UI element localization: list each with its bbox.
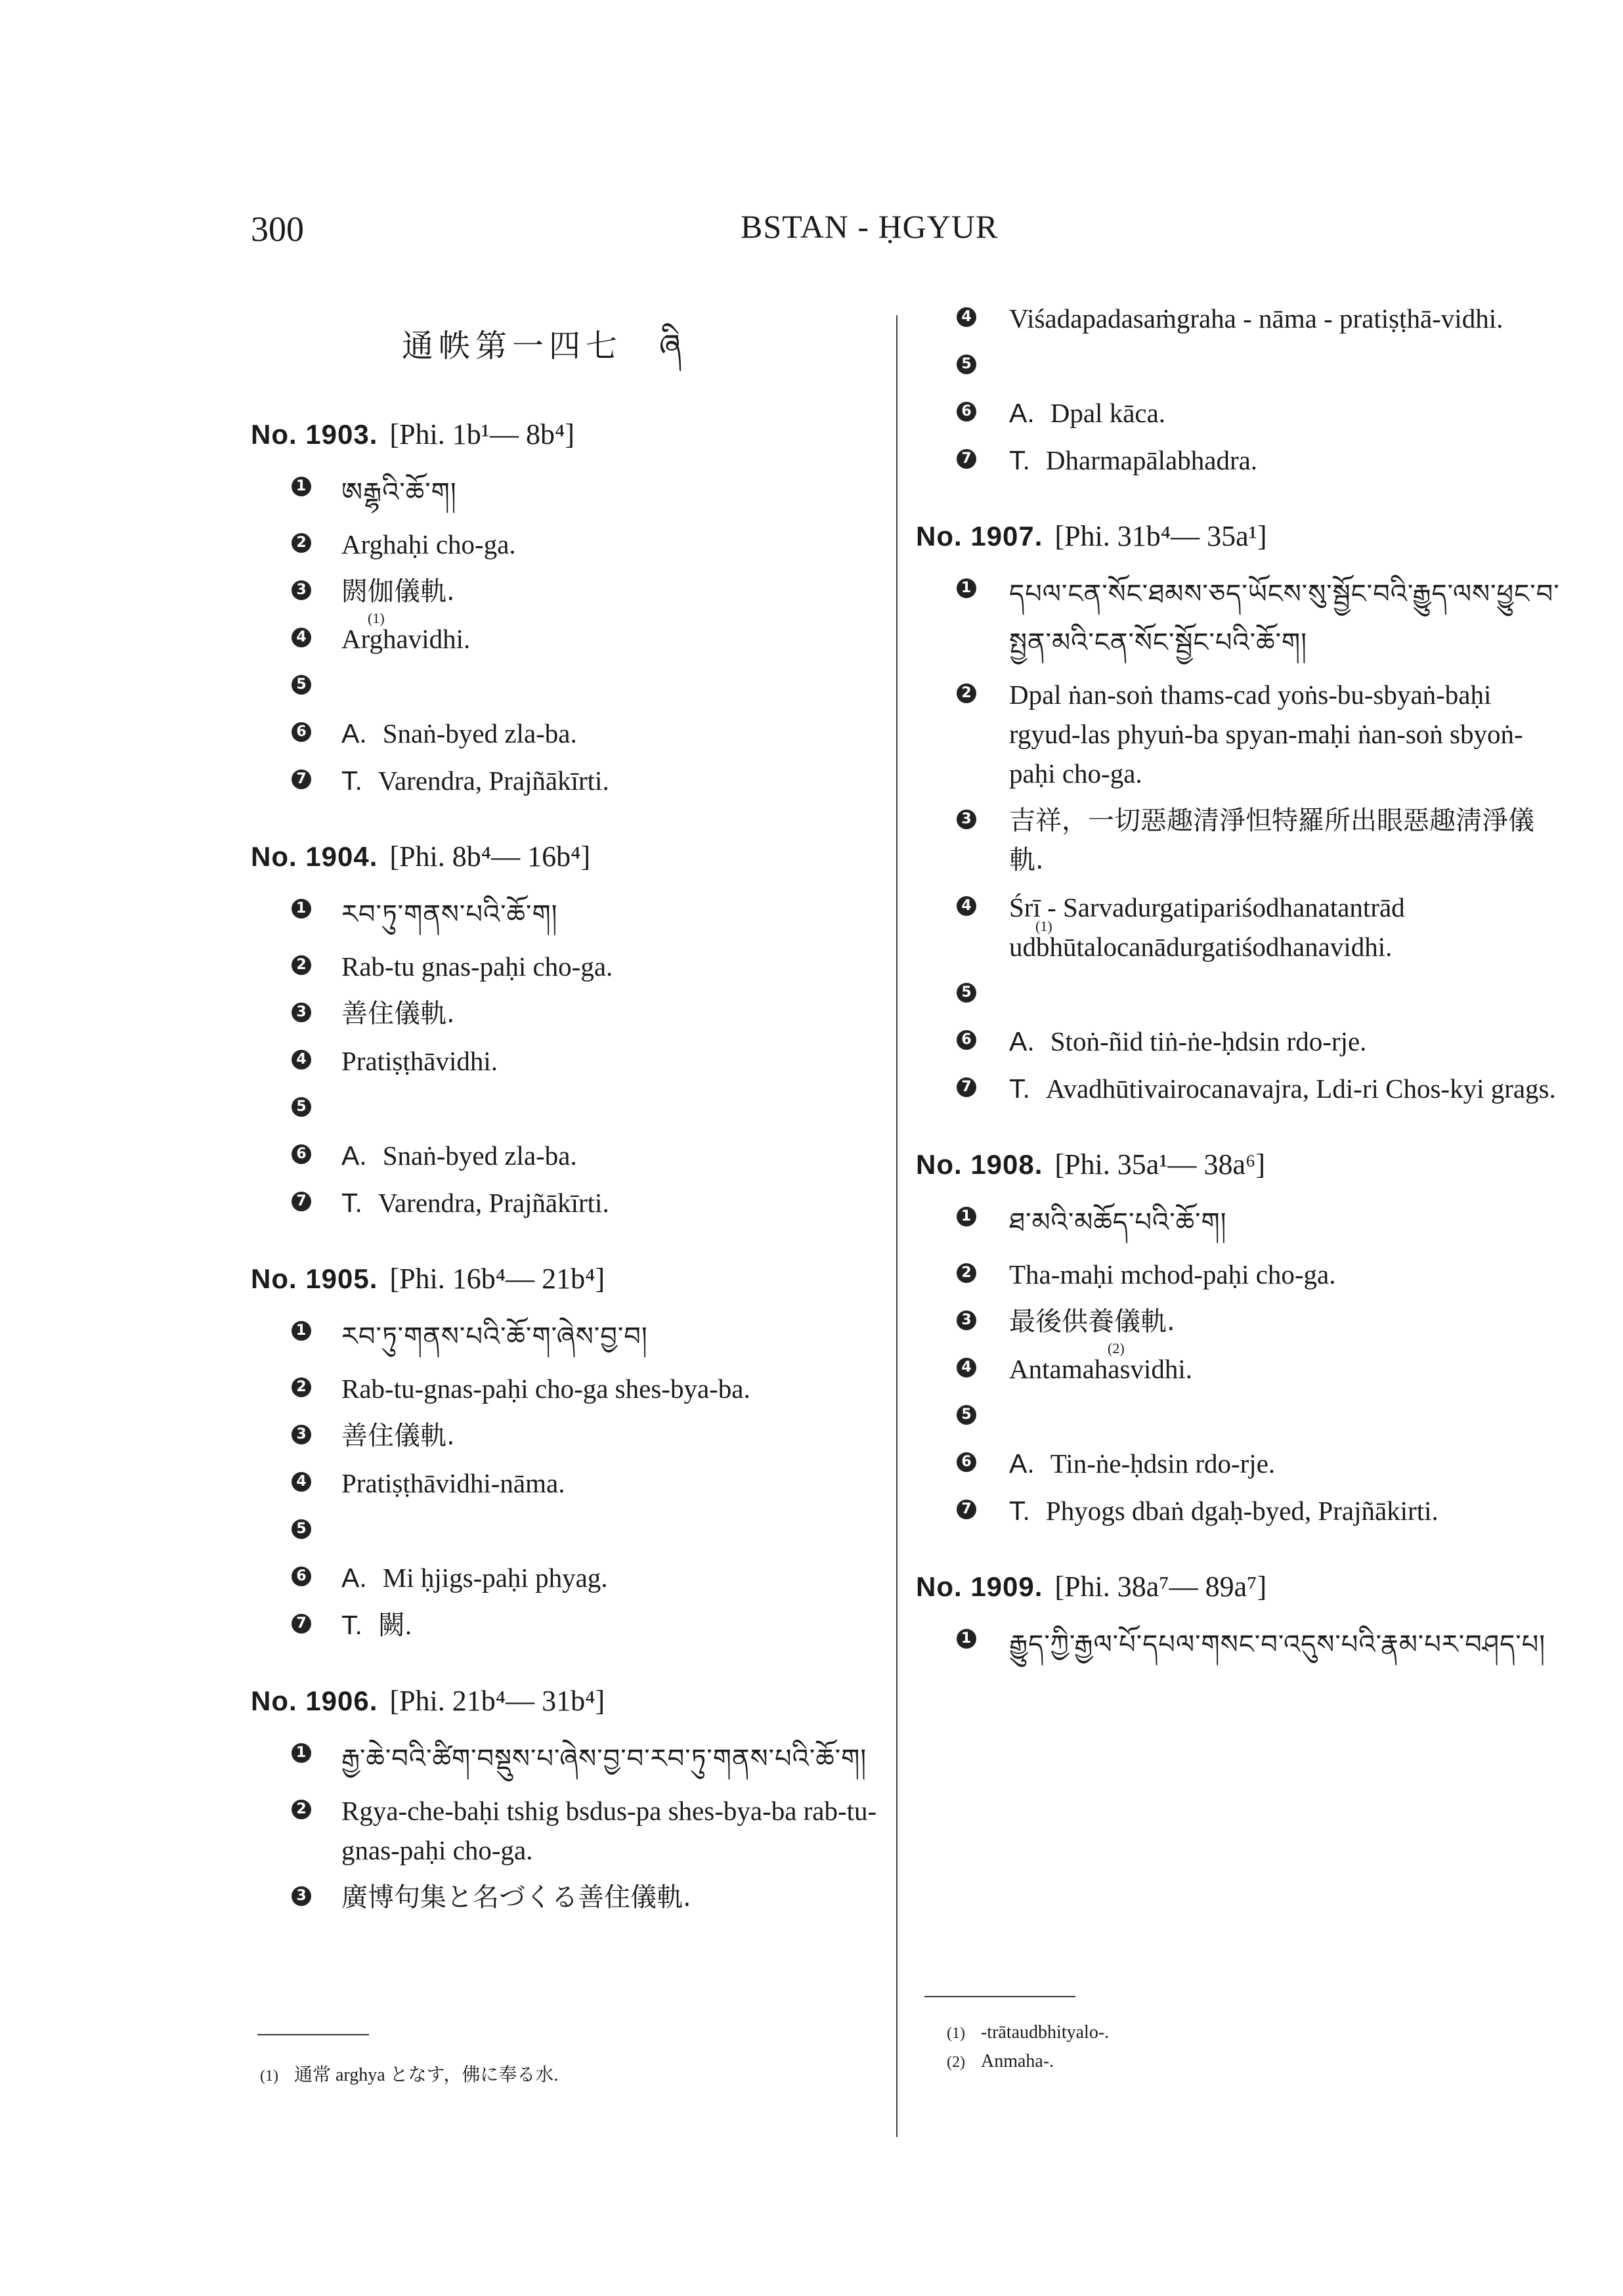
transliteration: [916, 675, 1566, 793]
volume-title: 通帙第一四七 ཞི: [402, 329, 687, 364]
running-title: BSTAN - ḤGYUR: [741, 208, 999, 245]
translator-name: Avadhūtivairocanavajra, Ldi-ri Chos-kyi grags.: [1045, 1073, 1556, 1104]
entry-folio-ref: [Phi. 21b⁴— 31b⁴]: [389, 1685, 605, 1717]
translator: [916, 1491, 1566, 1530]
sanskrit-title-text: Pratiṣṭhāvidhi.: [341, 1046, 498, 1076]
entry-1905: [251, 1262, 894, 1645]
chinese-title-text: 廣博句集と名づくる善住儀軌.: [341, 1882, 691, 1913]
field-5: [916, 346, 1566, 385]
entry-1906: [251, 1684, 894, 1917]
transliteration-text: Tha-maḥi mchod-paḥi cho-ga.: [1009, 1259, 1336, 1289]
author: [251, 714, 894, 753]
entry-heading: [251, 1262, 894, 1295]
footnote-number: (1): [947, 2025, 965, 2042]
transliteration-text: Arghaḥi cho-ga.: [341, 529, 516, 559]
tibetan-title: [251, 468, 894, 517]
tibetan-title: [251, 1735, 894, 1783]
marker-3-icon: 3: [292, 1886, 311, 1906]
sanskrit-title-text: Viśadapadasaṁgraha - nāma - pratiṣṭhā-vidhi.: [1009, 303, 1504, 334]
entry-folio-ref: [Phi. 8b⁴— 16b⁴]: [389, 840, 591, 873]
chinese-title: [916, 801, 1566, 880]
author-name: Snaṅ-byed zla-ba.: [382, 1140, 577, 1171]
chinese-title-text: 閼伽儀軌.: [341, 576, 455, 607]
marker-1-icon: 1: [292, 477, 311, 496]
tibetan-title: [251, 1312, 894, 1361]
translator-label: T.: [1009, 1496, 1030, 1526]
marker-4-icon: 4: [957, 896, 976, 916]
author-label: A.: [341, 1563, 367, 1593]
translator: [251, 1605, 894, 1645]
chinese-title-text: 最後供養儀軌.: [1009, 1307, 1175, 1337]
author-label: A.: [1009, 1448, 1035, 1479]
marker-7-icon: 7: [957, 449, 976, 469]
translator-name: Varendra, Prajñākīrti.: [378, 766, 609, 796]
entry-number: No. 1906.: [251, 1685, 378, 1716]
entry-heading: [916, 519, 1566, 553]
tibetan-title-text: རྒྱ་ཆེ་བའི་ཚིག་བསྡུས་པ་ཞེས་བྱ་བ་རབ་ཏུ་གནས་པའི་ཆོ་ག།: [341, 1744, 867, 1774]
field-5: [916, 974, 1566, 1014]
marker-5-icon: 5: [957, 355, 976, 374]
transliteration: [251, 1369, 894, 1408]
marker-5-icon: 5: [292, 675, 311, 695]
footnote-rule-right: [924, 1996, 1075, 1997]
entry-1909: [916, 1570, 1566, 1669]
entry-heading: [251, 418, 894, 451]
marker-1-icon: 1: [957, 1629, 976, 1649]
entry-number: No. 1907.: [916, 521, 1043, 552]
tibetan-title: [251, 890, 894, 939]
tibetan-title: [916, 1198, 1566, 1247]
transliteration: [251, 1791, 894, 1870]
entry-number: No. 1904.: [251, 841, 378, 872]
author: [251, 1136, 894, 1175]
marker-2-icon: 2: [292, 533, 311, 553]
column-divider: [896, 315, 898, 2137]
marker-2-icon: 2: [957, 1263, 976, 1283]
tibetan-title: [916, 1620, 1566, 1669]
author-label: A.: [341, 718, 367, 748]
translator-name: Phyogs dbaṅ dgaḥ-byed, Prajñākirti.: [1045, 1496, 1439, 1526]
author: [916, 393, 1566, 433]
marker-7-icon: 7: [292, 1614, 311, 1634]
marker-4-icon: 4: [292, 628, 311, 647]
tibetan-title: [916, 570, 1566, 667]
marker-6-icon: 6: [292, 1144, 311, 1164]
entry-folio-ref: [Phi. 16b⁴— 21b⁴]: [389, 1263, 605, 1295]
marker-7-icon: 7: [292, 769, 311, 789]
transliteration: [251, 947, 894, 986]
tibetan-title-text: རབ་ཏུ་གནས་པའི་ཆོ་ག།: [341, 899, 558, 930]
sanskrit-title: [916, 1340, 1566, 1389]
sanskrit-title-text: Antamahasvidhi.: [1009, 1354, 1192, 1384]
marker-4-icon: 4: [957, 1358, 976, 1377]
chinese-title: [916, 1302, 1566, 1341]
marker-7-icon: 7: [292, 1192, 311, 1211]
translator-label: T.: [1009, 1073, 1030, 1104]
author-label: A.: [341, 1140, 367, 1171]
translator: [251, 1183, 894, 1223]
footnote-text: Anmaha-.: [980, 2051, 1054, 2071]
transliteration-text: Dpal ṅan-soṅ thams-cad yoṅs-bu-sbyaṅ-baḥi rgyud-las phyuṅ-ba spyan-maḥi ṅan-soṅ sbyoṅ-paḥi cho-ga.: [1009, 680, 1523, 789]
footnote-right-1: [947, 2022, 1109, 2043]
author-name: Stoṅ-ñid tiṅ-ṅe-ḥdsin rdo-rje.: [1050, 1026, 1367, 1056]
transliteration: [251, 525, 894, 564]
marker-1-icon: 1: [957, 578, 976, 598]
footnote-right-2: [947, 2051, 1054, 2072]
footnote-number: (1): [260, 2068, 278, 2085]
entry-heading: [251, 840, 894, 873]
left-column: [251, 299, 894, 1957]
tibetan-title-text: ཐ་མའི་མཆོད་པའི་ཆོ་ག།: [1009, 1207, 1227, 1238]
marker-3-icon: 3: [957, 810, 976, 829]
marker-4-icon: 4: [292, 1472, 311, 1492]
translator-name: 闕.: [378, 1610, 412, 1640]
entry-1907: [916, 519, 1566, 1108]
right-column: [916, 299, 1566, 1708]
author: [916, 1022, 1566, 1061]
field-5: [251, 1089, 894, 1128]
author-name: Mi ḥjigs-paḥi phyag.: [382, 1563, 608, 1593]
translator-label: T.: [341, 766, 362, 796]
field-5: [916, 1397, 1566, 1436]
marker-5-icon: 5: [292, 1097, 311, 1117]
sanskrit-title-text: Arghavidhi.: [341, 624, 471, 654]
marker-3-icon: 3: [292, 1425, 311, 1444]
marker-1-icon: 1: [292, 1743, 311, 1763]
marker-1-icon: 1: [292, 899, 311, 919]
entry-heading: [916, 1570, 1566, 1603]
footnote-text: -trātaudbhityalo-.: [980, 2022, 1110, 2043]
marker-7-icon: 7: [957, 1077, 976, 1097]
marker-2-icon: 2: [957, 683, 976, 703]
marker-2-icon: 2: [292, 955, 311, 975]
entry-number: No. 1903.: [251, 419, 378, 450]
entry-heading: [251, 1684, 894, 1718]
sanskrit-title-line-1: Śrī - Sarvadurgatipariśodhanatantrād: [1009, 892, 1405, 922]
footnote-text: 通常 arghya となす，佛に奉る水.: [293, 2065, 559, 2085]
page-number: 300: [251, 209, 304, 249]
marker-3-icon: 3: [292, 1003, 311, 1022]
field-5: [251, 1511, 894, 1550]
footnote-number: (2): [947, 2054, 965, 2071]
entry-1904: [251, 840, 894, 1223]
entry-number: No. 1909.: [916, 1571, 1043, 1602]
entry-1906-continued: [916, 299, 1566, 480]
sanskrit-title-line-2: udbhūtalocanādurgatiśodhanavidhi.: [1009, 932, 1393, 962]
entry-1903: [251, 418, 894, 800]
chinese-title: [251, 1416, 894, 1456]
chinese-title: [251, 1878, 894, 1917]
tibetan-title-text: ཨརྒྷའི་ཆོ་ག།: [341, 477, 457, 508]
translator: [251, 761, 894, 800]
tibetan-title-text: རབ་ཏུ་གནས་པའི་ཆོ་ག་ཞེས་བྱ་བ།: [341, 1322, 648, 1352]
entry-number: No. 1905.: [251, 1263, 378, 1294]
marker-6-icon: 6: [292, 1567, 311, 1586]
chinese-title-text: 吉祥，一切惡趣清淨怛特羅所出眼惡趣淸淨儀軌.: [1009, 806, 1534, 875]
marker-4-icon: 4: [292, 1050, 311, 1070]
author-name: Snaṅ-byed zla-ba.: [382, 718, 577, 748]
author: [916, 1444, 1566, 1483]
author-name: Tin-ṅe-ḥdsin rdo-rje.: [1050, 1448, 1276, 1479]
entry-folio-ref: [Phi. 35a¹— 38a⁶]: [1054, 1148, 1266, 1180]
marker-2-icon: 2: [292, 1800, 311, 1819]
marker-2-icon: 2: [292, 1377, 311, 1397]
marker-5-icon: 5: [957, 983, 976, 1003]
marker-4-icon: 4: [957, 307, 976, 327]
tibetan-title-text: དཔལ་ངན་སོང་ཐམས་ཅད་ཡོངས་སུ་སྦྱོང་བའི་རྒྱུད་ལས་ཕྱུང་བ་སྤྱན་མའི་ངན་སོང་སྦྱོང་པའི་ཆོ་ག།: [1009, 579, 1560, 658]
entry-heading: [916, 1148, 1566, 1181]
marker-7-icon: 7: [957, 1500, 976, 1519]
marker-3-icon: 3: [292, 580, 311, 600]
field-5: [251, 666, 894, 706]
marker-3-icon: 3: [957, 1310, 976, 1330]
footnote-ref: (1): [368, 610, 385, 626]
marker-6-icon: 6: [957, 1452, 976, 1472]
author: [251, 1558, 894, 1597]
tibetan-title-text: རྒྱུད་ཀྱི་རྒྱལ་པོ་དཔལ་གསང་བ་འདུས་པའི་རྣམ་པར་བཤད་པ།: [1009, 1630, 1546, 1660]
author-label: A.: [1009, 398, 1035, 428]
entry-1908: [916, 1148, 1566, 1530]
transliteration-text: Rgya-che-baḥi tshig bsdus-pa shes-bya-ba rab-tu-gnas-paḥi cho-ga.: [341, 1796, 877, 1865]
footnote-ref: (2): [1108, 1340, 1125, 1356]
marker-6-icon: 6: [957, 1030, 976, 1050]
translator-label: T.: [1009, 445, 1030, 475]
sanskrit-title: [916, 888, 1566, 966]
footnote-ref: (1): [1035, 918, 1052, 934]
translator: [916, 441, 1566, 480]
chinese-title-text: 善住儀軌.: [341, 999, 455, 1029]
sanskrit-title: [251, 610, 894, 659]
transliteration-text: Rab-tu-gnas-paḥi cho-ga shes-bya-ba.: [341, 1374, 750, 1404]
transliteration-text: Rab-tu gnas-paḥi cho-ga.: [341, 951, 613, 982]
footnote-rule-left: [257, 2034, 369, 2035]
marker-6-icon: 6: [292, 722, 311, 742]
author-label: A.: [1009, 1026, 1035, 1056]
marker-1-icon: 1: [292, 1321, 311, 1341]
sanskrit-title: [251, 1463, 894, 1503]
entry-folio-ref: [Phi. 31b⁴— 35a¹]: [1054, 520, 1267, 552]
sanskrit-title-text: Pratiṣṭhāvidhi-nāma.: [341, 1468, 565, 1498]
translator: [916, 1069, 1566, 1108]
marker-5-icon: 5: [292, 1519, 311, 1539]
entry-folio-ref: [Phi. 38a⁷— 89a⁷]: [1054, 1570, 1267, 1603]
footnote-left-1: [260, 2060, 558, 2087]
marker-1-icon: 1: [957, 1207, 976, 1226]
chinese-title: [251, 572, 894, 611]
entry-folio-ref: [Phi. 1b¹— 8b⁴]: [389, 418, 574, 450]
author-name: Dpal kāca.: [1050, 398, 1166, 428]
sanskrit-title: [916, 299, 1566, 338]
sanskrit-title: [251, 1041, 894, 1081]
translator-label: T.: [341, 1188, 362, 1218]
chinese-title-text: 善住儀軌.: [341, 1421, 455, 1451]
translator-name: Varendra, Prajñākīrti.: [378, 1188, 609, 1218]
chinese-title: [251, 994, 894, 1033]
transliteration: [916, 1255, 1566, 1294]
translator-label: T.: [341, 1610, 362, 1640]
marker-6-icon: 6: [957, 402, 976, 422]
entry-number: No. 1908.: [916, 1149, 1043, 1180]
translator-name: Dharmapālabhadra.: [1045, 445, 1258, 475]
marker-5-icon: 5: [957, 1405, 976, 1425]
